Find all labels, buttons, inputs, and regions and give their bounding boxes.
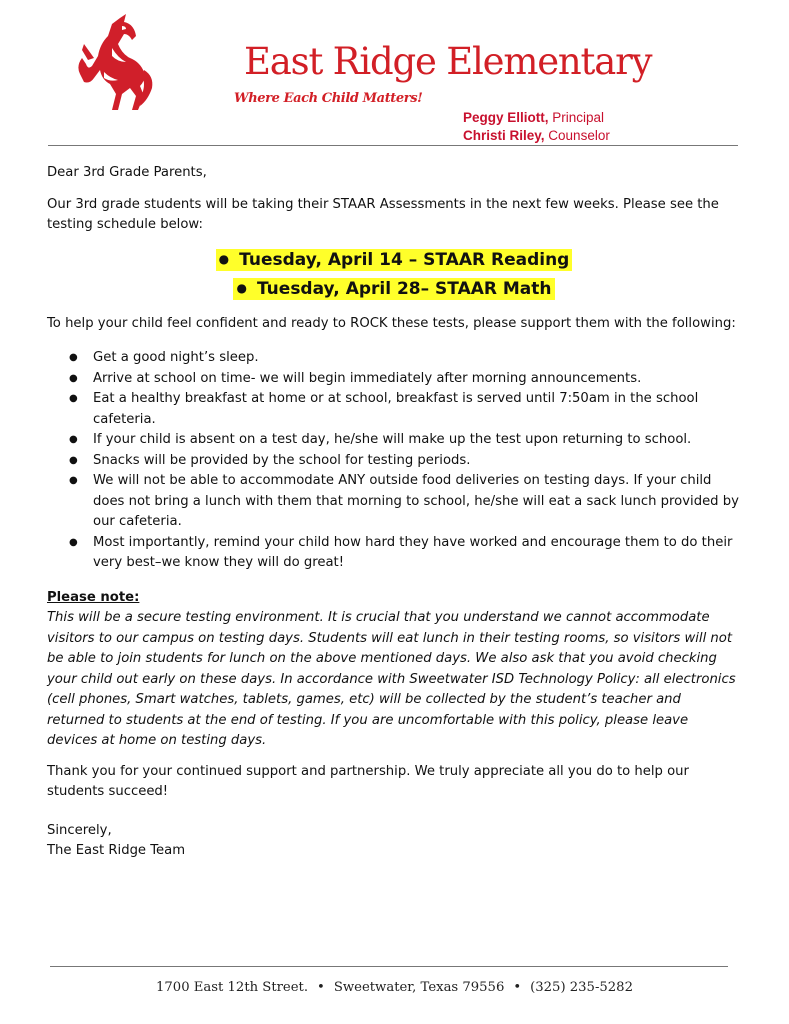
footer-city: Sweetwater, Texas 79556 xyxy=(333,980,505,995)
note-body: This will be a secure testing environment. It is crucial that you understand we cannot accommodate visitors to our campus on testing days. Students will eat lunch in their testing rooms, so visitors will not be able to join students for lunch on the above mentioned days. We also ask that you avoid checking your child out early on these days. In accordance with Sweetwater ISD Technology Policy: all electronics (cell phones, Smart watches, tablets, games, etc) will be collected by the student’s teacher and returned to students at the end of testing. If you are uncomfortable with this policy, please leave devices at home on testing days. xyxy=(47,610,736,748)
counselor-line xyxy=(463,127,610,145)
note-heading: Please note: xyxy=(47,589,140,605)
school-name: East Ridge Elementary xyxy=(244,40,652,83)
closing: Sincerely, xyxy=(47,822,112,838)
footer-divider xyxy=(50,966,728,967)
tip-item: ● If your child is absent on a test day, he/she will make up the test upon returning to school. xyxy=(93,430,741,451)
tip-item: ● Get a good night’s sleep. xyxy=(93,348,741,369)
testing-schedule xyxy=(47,245,741,304)
footer-separator: • xyxy=(317,980,325,995)
principal-line xyxy=(463,109,610,127)
schedule-item-text: ● Tuesday, April 14 – STAAR Reading xyxy=(216,249,573,271)
school-tagline: Where Each Child Matters! xyxy=(234,91,423,106)
mustang-logo-icon xyxy=(74,14,156,114)
footer-street: 1700 East 12th Street. xyxy=(156,980,309,995)
header-divider xyxy=(48,145,738,146)
tip-item: ● Eat a healthy breakfast at home or at school, breakfast is served until 7:50am in the school cafeteria. xyxy=(93,389,741,430)
schedule-item xyxy=(47,245,741,275)
thanks-paragraph: Thank you for your continued support and partnership. We truly appreciate all you do to help our students succeed! xyxy=(47,763,689,799)
support-intro: To help your child feel confident and ready to ROCK these tests, please support them with the following: xyxy=(47,315,736,331)
staff-block xyxy=(463,109,610,145)
tip-item: ● Most importantly, remind your child how hard they have worked and encourage them to do their very best–we know they will do great! xyxy=(93,533,741,574)
tip-item: ● Arrive at school on time- we will begin immediately after morning announcements. xyxy=(93,369,741,390)
intro-paragraph: Our 3rd grade students will be taking their STAAR Assessments in the next few weeks. Please see the testing schedule below: xyxy=(47,196,719,232)
footer-separator: • xyxy=(513,980,522,995)
principal-title: Principal xyxy=(552,110,605,125)
letter-body xyxy=(47,163,741,862)
schedule-item-text: ● Tuesday, April 28– STAAR Math xyxy=(233,278,554,300)
footer-phone: (325) 235-5282 xyxy=(530,980,633,995)
tip-item: ● We will not be able to accommodate ANY outside food deliveries on testing days. If your child does not bring a lunch with them that morning to school, he/she will eat a sack lunch provided by our cafeteria. xyxy=(93,471,741,533)
greeting: Dear 3rd Grade Parents, xyxy=(47,165,207,180)
principal-name: Peggy Elliott, xyxy=(463,110,549,125)
footer-address xyxy=(0,980,789,995)
tip-item: ● Snacks will be provided by the school for testing periods. xyxy=(93,451,741,472)
counselor-title: Counselor xyxy=(548,128,610,143)
counselor-name: Christi Riley, xyxy=(463,128,545,143)
schedule-item xyxy=(47,274,741,304)
tips-list xyxy=(47,348,741,574)
signature: The East Ridge Team xyxy=(47,843,186,858)
